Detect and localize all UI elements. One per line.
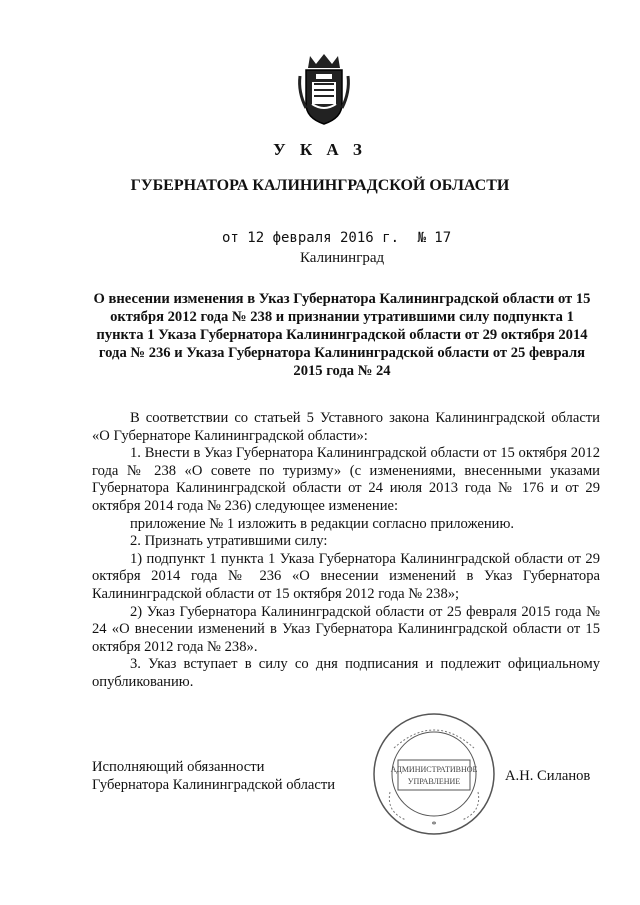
signatory-position bbox=[92, 758, 335, 794]
paragraph: 1) подпункт 1 пункта 1 Указа Губернатора Калининградской области от 29 октября 2014 года № 236 «О внесении изменений в Указ Губернатора Калининградской области от 15 октября 2012 года № 238»; bbox=[92, 550, 600, 602]
document-type: У К А З bbox=[273, 140, 367, 159]
document-heading: О внесении изменения в Указ Губернатора Калининградской области от 15 октября 2012 года № 238 и признании утратившими силу подпункта 1 пункта 1 Указа Губернатора Калининградской области от 29 октября 2014 года № 236 и Указа Губернатора Калининградской области от 25 февраля 2015 года № 24 bbox=[93, 291, 591, 379]
svg-text:УПРАВЛЕНИЕ: УПРАВЛЕНИЕ bbox=[407, 777, 461, 786]
document-body bbox=[92, 410, 600, 692]
paragraph: 3. Указ вступает в силу со дня подписания и подлежит официальному опубликованию. bbox=[92, 656, 600, 690]
paragraph: 2. Признать утратившими силу: bbox=[130, 533, 328, 550]
document-issuer: ГУБЕРНАТОРА КАЛИНИНГРАДСКОЙ ОБЛАСТИ bbox=[130, 177, 510, 194]
signatory-name: А.Н. Силанов bbox=[505, 768, 591, 784]
position-line: Губернатора Калининградской области bbox=[92, 777, 336, 793]
paragraph: 2) Указ Губернатора Калининградской области от 25 февраля 2015 года № 24 «О внесении изменений в Указ Губернатора Калининградской области от 15 октября 2012 года № 238». bbox=[92, 603, 600, 655]
paragraph: В соответствии со статьей 5 Уставного закона Калининградской области «О Губернаторе Калининградской области»: bbox=[92, 410, 600, 444]
document-city: Калининград bbox=[300, 250, 385, 266]
document-date: от 12 февраля 2016 г. bbox=[222, 230, 400, 246]
coat-of-arms-icon bbox=[296, 52, 352, 126]
paragraph: 1. Внести в Указ Губернатора Калининградской области от 15 октября 2012 года № 238 «О совете по туризму» (с изменениями, внесенными указами Губернатора Калининградской области от 24 июля 2013 года № 176 и от 29 октября 2014 года № 236) следующее изменение: bbox=[92, 445, 600, 514]
paragraph: приложение № 1 изложить в редакции согласно приложению. bbox=[130, 515, 515, 532]
date-line bbox=[222, 230, 461, 246]
svg-text:*: * bbox=[431, 820, 437, 831]
document-number: № 17 bbox=[417, 230, 452, 246]
svg-text:АДМИНИСТРАТИВНОЕ: АДМИНИСТРАТИВНОЕ bbox=[390, 765, 478, 774]
official-stamp bbox=[372, 712, 496, 836]
position-line: Исполняющий обязанности bbox=[92, 759, 265, 775]
